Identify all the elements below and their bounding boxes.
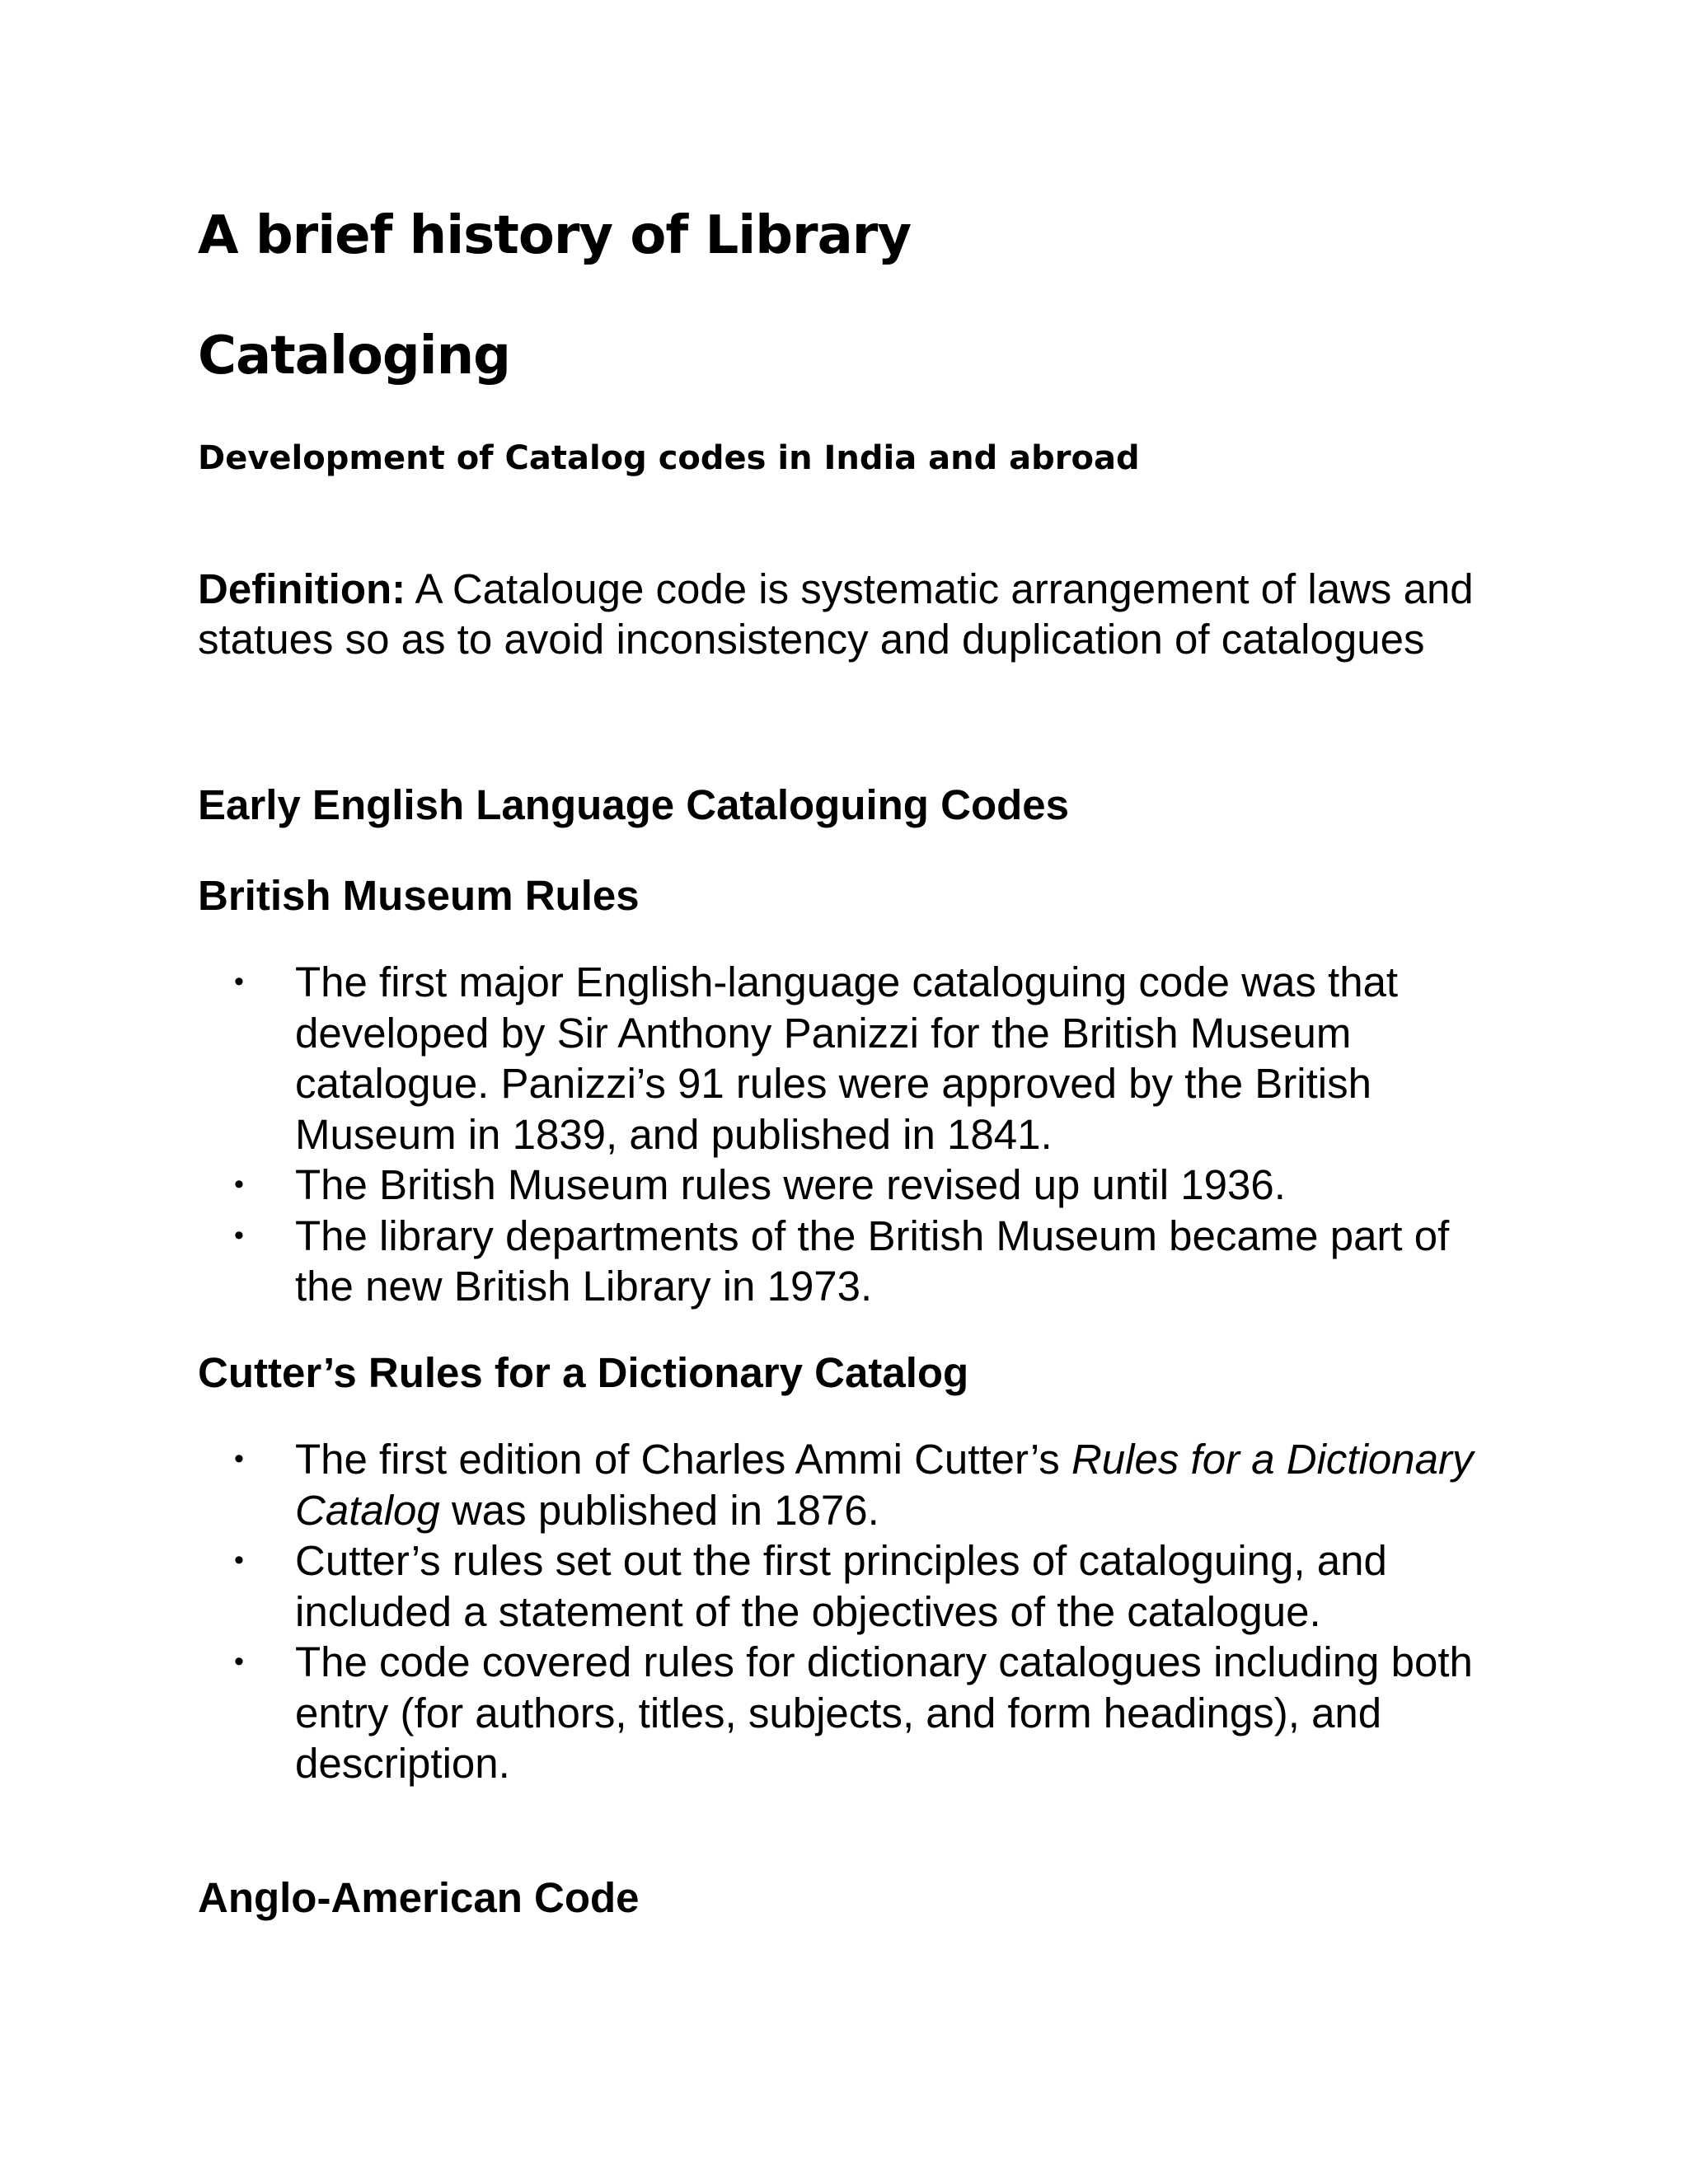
definition-label: Definition:: [198, 565, 406, 612]
list-item-text: Cutter’s rules set out the first principles of cataloguing, and included a statement of the objectives of the catalogue.: [295, 1537, 1387, 1635]
list-item-text: The first major English-language cataloguing code was that developed by Sir Anthony Panizzi for the British Museum catalogue. Panizzi’s 91 rules were approved by the British Museum in 1839, and published in 1841.: [295, 958, 1399, 1158]
list-item: [198, 1535, 1500, 1637]
document-subtitle: Development of Catalog codes in India and abroad: [198, 439, 1140, 477]
bullet-icon: •: [234, 1219, 244, 1251]
list-item-text: The British Museum rules were revised up until 1936.: [295, 1161, 1286, 1208]
section-heading-anglo-american: Anglo-American Code: [198, 1874, 640, 1921]
list-item: [198, 1434, 1500, 1535]
list-item: [198, 1160, 1500, 1211]
section-heading-british-museum: British Museum Rules: [198, 872, 640, 919]
list-item-text: The library departments of the British Museum became part of the new British Library in 1973.: [295, 1212, 1450, 1310]
definition-paragraph: [198, 564, 1484, 664]
bullet-icon: •: [234, 1544, 244, 1576]
section-heading-cutter-rules: Cutter’s Rules for a Dictionary Catalog: [198, 1349, 969, 1396]
bullet-icon: •: [234, 1443, 244, 1474]
bullet-icon: •: [234, 966, 244, 997]
section-heading-early-codes: Early English Language Cataloguing Codes: [198, 781, 1069, 828]
list-item: [198, 1637, 1500, 1789]
list-item-text: The code covered rules for dictionary catalogues including both entry (for authors, titles, subjects, and form headings), and description.: [295, 1638, 1473, 1787]
document-title-line-1: A brief history of Library: [198, 205, 912, 266]
list-item: [198, 1211, 1500, 1312]
bullet-icon: •: [234, 1646, 244, 1677]
book-title-italic: Rules for a Dictionary Catalog: [295, 1436, 1474, 1534]
list-item-text-prefix: The first edition of Charles Ammi Cutter’s: [295, 1436, 1071, 1483]
bullet-icon: •: [234, 1169, 244, 1200]
definition-text: A Catalouge code is systematic arrangement of laws and statues so as to avoid inconsistency and duplication of catalogues: [198, 565, 1474, 663]
list-item: [198, 957, 1500, 1160]
british-museum-bullet-list: [198, 957, 1500, 1312]
document-title-line-2: Cataloging: [198, 326, 510, 387]
list-item-text-suffix: was published in 1876.: [439, 1486, 879, 1534]
cutter-bullet-list: [198, 1434, 1500, 1789]
